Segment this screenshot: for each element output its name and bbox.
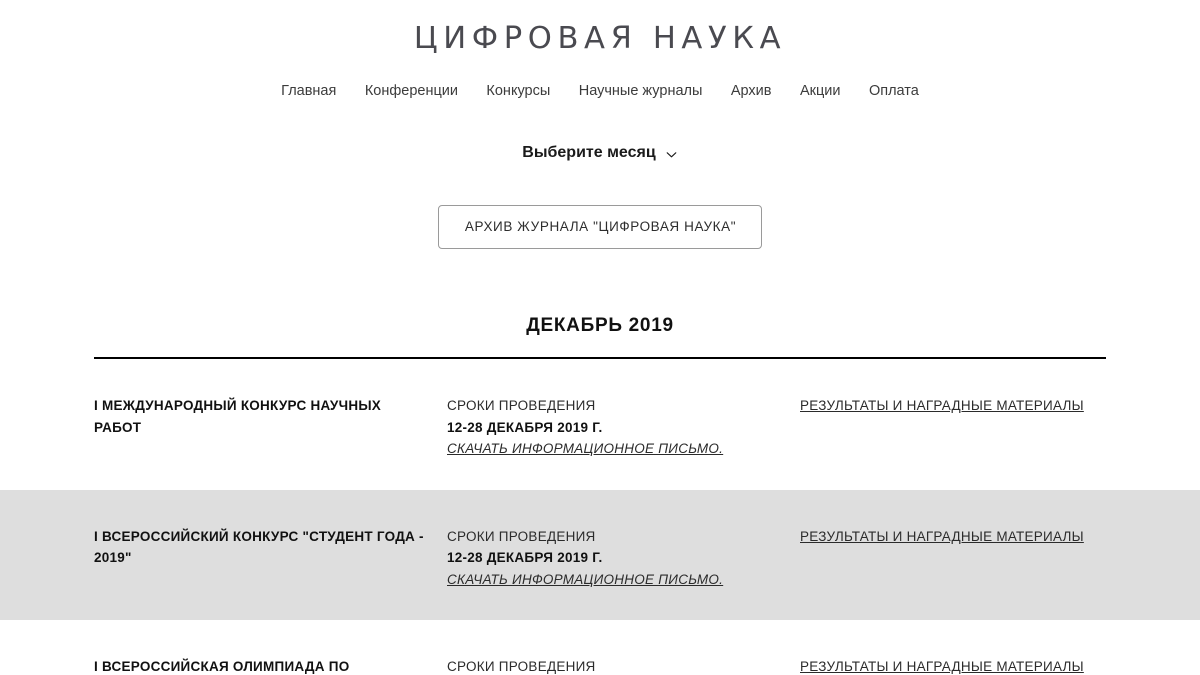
table-row bbox=[0, 490, 1200, 621]
site-title: ЦИФРОВАЯ НАУКА bbox=[413, 21, 787, 56]
nav-item-konkursy[interactable]: Конкурсы bbox=[486, 83, 551, 99]
competition-listing bbox=[0, 359, 1200, 675]
download-info-letter-link[interactable]: СКАЧАТЬ ИНФОРМАЦИОННОЕ ПИСЬМО. bbox=[447, 441, 724, 456]
month-select-label: Выберите месяц bbox=[522, 144, 656, 161]
row-results-cell bbox=[800, 526, 1106, 548]
nav-item-konferencii[interactable]: Конференции bbox=[364, 83, 458, 99]
results-materials-link[interactable]: РЕЗУЛЬТАТЫ И НАГРАДНЫЕ МАТЕРИАЛЫ bbox=[800, 398, 1084, 413]
row-dates-cell bbox=[447, 526, 800, 591]
row-title-cell bbox=[94, 526, 447, 569]
month-heading: ДЕКАБРЬ 2019 bbox=[526, 315, 674, 336]
row-dates-cell bbox=[447, 656, 800, 675]
row-results-cell bbox=[800, 656, 1106, 675]
competition-title: I ВСЕРОССИЙСКАЯ ОЛИМПИАДА ПО bbox=[94, 659, 350, 674]
archive-journal-button[interactable]: АРХИВ ЖУРНАЛА "ЦИФРОВАЯ НАУКА" bbox=[438, 205, 762, 249]
results-materials-link[interactable]: РЕЗУЛЬТАТЫ И НАГРАДНЫЕ МАТЕРИАЛЫ bbox=[800, 528, 1084, 544]
nav-item-oplata[interactable]: Оплата bbox=[868, 83, 919, 99]
month-selector-container bbox=[0, 143, 1200, 163]
row-dates-cell bbox=[447, 395, 800, 460]
masthead bbox=[0, 0, 1200, 55]
results-materials-link[interactable]: РЕЗУЛЬТАТЫ И НАГРАДНЫЕ МАТЕРИАЛЫ bbox=[800, 659, 1084, 674]
dates-value: 12-28 ДЕКАБРЯ 2019 Г. bbox=[447, 419, 603, 435]
dates-label: СРОКИ ПРОВЕДЕНИЯ bbox=[447, 659, 596, 674]
nav-item-akcii[interactable]: Акции bbox=[799, 83, 841, 99]
month-select-dropdown[interactable] bbox=[522, 143, 677, 163]
table-row bbox=[0, 359, 1200, 490]
nav-item-arhiv[interactable]: Архив bbox=[730, 83, 772, 99]
download-info-letter-link[interactable]: СКАЧАТЬ ИНФОРМАЦИОННОЕ ПИСЬМО. bbox=[447, 571, 724, 587]
nav-item-nauchnye-zhurnaly[interactable]: Научные журналы bbox=[578, 83, 703, 99]
archive-button-container bbox=[0, 205, 1200, 249]
competition-title: I ВСЕРОССИЙСКИЙ КОНКУРС "СТУДЕНТ ГОДА - 2019" bbox=[94, 528, 424, 565]
chevron-down-icon bbox=[665, 148, 678, 161]
dates-label: СРОКИ ПРОВЕДЕНИЯ bbox=[447, 398, 596, 413]
row-results-cell bbox=[800, 395, 1106, 417]
dates-value: 12-28 ДЕКАБРЯ 2019 Г. bbox=[447, 550, 603, 565]
row-title-cell bbox=[94, 395, 447, 438]
row-title-cell bbox=[94, 656, 447, 675]
main-navigation bbox=[0, 81, 1200, 101]
dates-label: СРОКИ ПРОВЕДЕНИЯ bbox=[447, 528, 596, 544]
table-row bbox=[0, 620, 1200, 675]
nav-item-glavnaya[interactable]: Главная bbox=[281, 83, 337, 99]
competition-title: I МЕЖДУНАРОДНЫЙ КОНКУРС НАУЧНЫХ РАБОТ bbox=[94, 398, 382, 435]
